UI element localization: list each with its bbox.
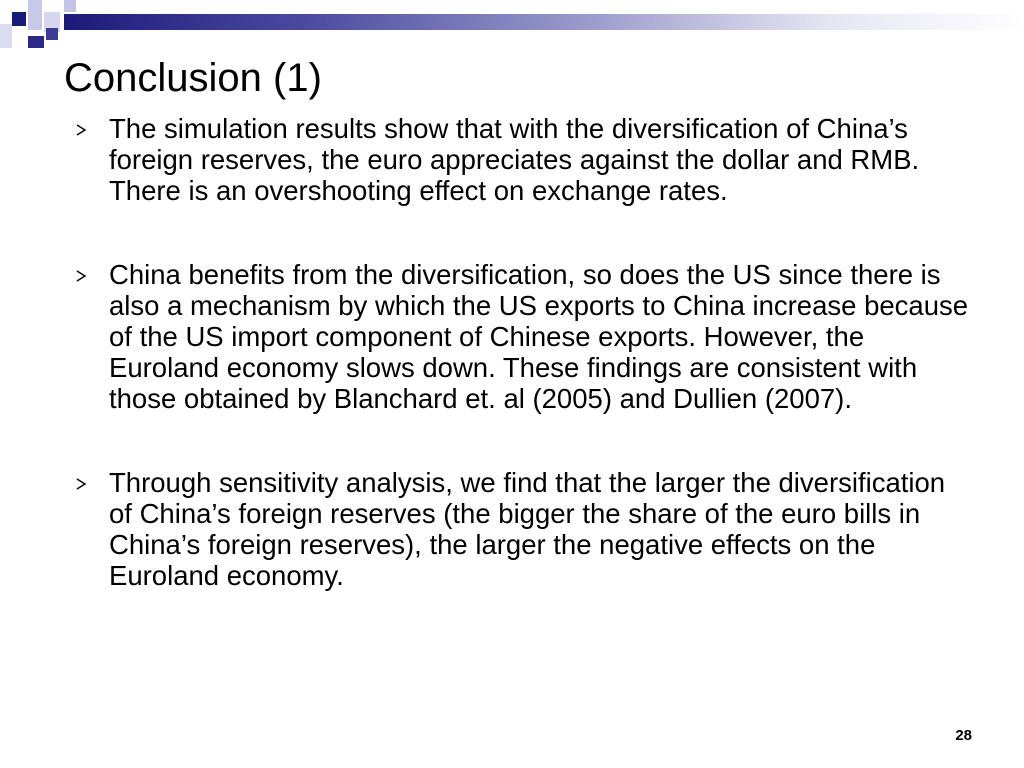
header-square-icon bbox=[46, 28, 58, 40]
bullet-item bbox=[74, 113, 974, 206]
bullet-list bbox=[74, 113, 974, 591]
bullet-text: The simulation results show that with the diversification of China’s foreign reserves, the euro appreciates against the dollar and RMB. There is an overshooting effect on exchange rates. bbox=[109, 113, 920, 206]
header-square-icon bbox=[64, 0, 76, 12]
bullet-item bbox=[74, 259, 974, 414]
bullet-text: China benefits from the diversification, so does the US since there is also a mechanism by which the US exports to China increase because of the US import component of Chinese exports. However, the Euroland economy slows down. These findings are consistent with those obtained by Blanchard et. al (2005) and Dullien (2007). bbox=[109, 259, 969, 414]
header-square-icon bbox=[28, 36, 44, 48]
header-square-icon bbox=[0, 24, 12, 48]
page-number: 28 bbox=[955, 727, 972, 744]
bullet-item bbox=[74, 467, 974, 591]
arrowhead-bullet-icon bbox=[74, 123, 88, 137]
arrowhead-bullet-icon bbox=[74, 269, 88, 283]
bullet-text: Through sensitivity analysis, we find that the larger the diversification of China’s foreign reserves (the bigger the share of the euro bills in China’s foreign reserves), the larger the negative effects on the Euroland economy. bbox=[109, 467, 946, 591]
arrowhead-bullet-icon bbox=[74, 477, 88, 491]
slide-title: Conclusion (1) bbox=[64, 56, 322, 100]
header-gradient-bar bbox=[64, 14, 1024, 30]
header-square-icon bbox=[12, 12, 26, 26]
header-square-icon bbox=[28, 0, 42, 30]
